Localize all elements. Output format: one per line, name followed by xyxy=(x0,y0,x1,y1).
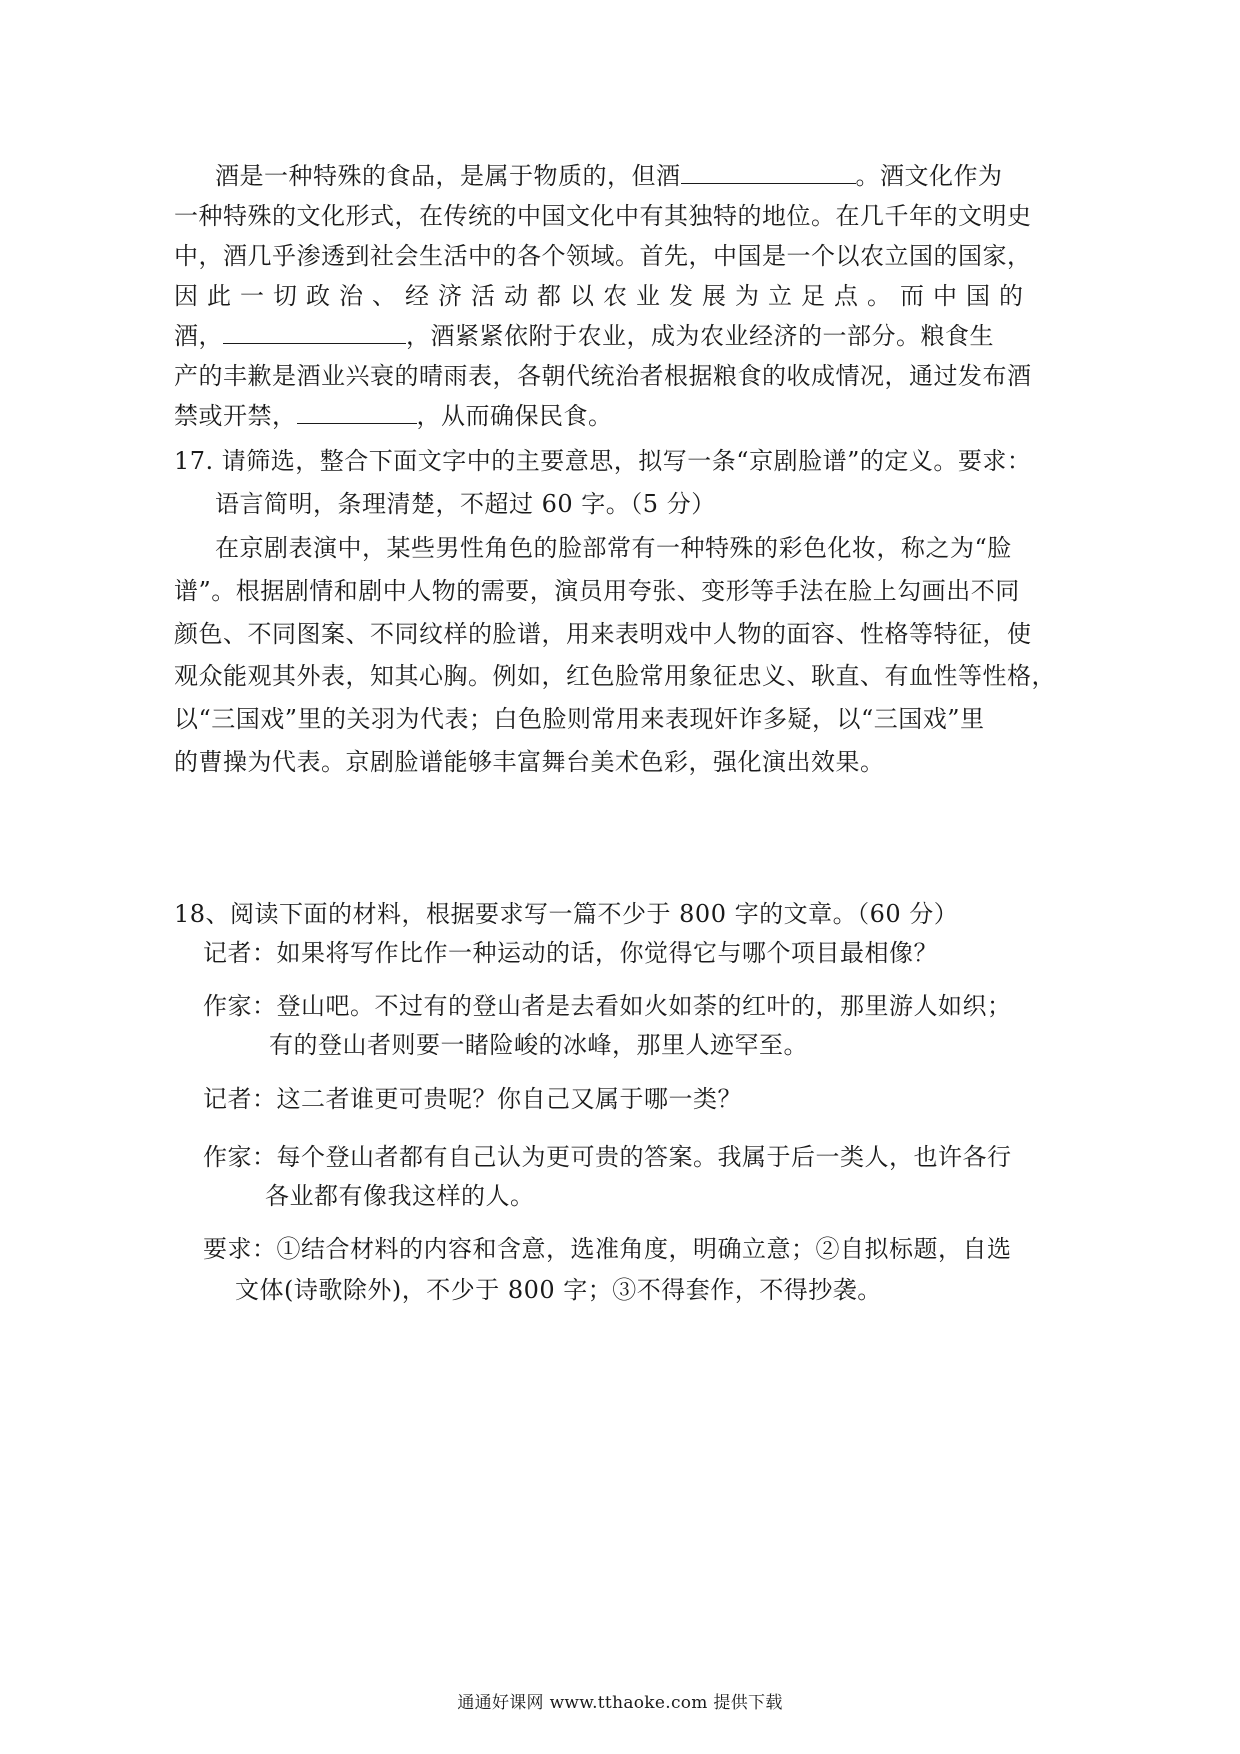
dialogue-writer-2-line-1: 作家：每个登山者都有自己认为更可贵的答案。我属于后一类人，也许各行 xyxy=(203,1143,1012,1171)
dialogue-reporter-2: 记者：这二者谁更可贵呢？你自己又属于哪一类？ xyxy=(203,1085,742,1113)
page-footer: 通通好课网 www.tthaoke.com 提供下载 xyxy=(457,1693,783,1713)
wine-line-7-end: ，从而确保民食。 xyxy=(416,402,613,430)
q18-title: 18、阅读下面的材料，根据要求写一篇不少于 800 字的文章。（60 分） xyxy=(174,900,959,928)
requirements-line-2: 文体(诗歌除外)，不少于 800 字；③不得套作，不得抄袭。 xyxy=(235,1276,882,1304)
wine-line-7 xyxy=(174,400,613,432)
wine-line-5-end: ，酒紧紧依附于农业，成为农业经济的一部分。粮食生 xyxy=(406,322,994,350)
q17-prompt-line-2: 语言简明，条理清楚，不超过 60 字。（5 分） xyxy=(215,490,716,518)
wine-line-2: 一种特殊的文化形式，在传统的中国文化中有其独特的地位。在几千年的文明史 xyxy=(174,202,1032,230)
wine-line-3: 中，酒几乎渗透到社会生活中的各个领域。首先，中国是一个以农立国的国家， xyxy=(174,242,1032,270)
dialogue-writer-2-line-2: 各业都有像我这样的人。 xyxy=(265,1182,535,1210)
q17-passage-line-3: 颜色、不同图案、不同纹样的脸谱，用来表明戏中人物的面容、性格等特征，使 xyxy=(174,620,1032,648)
q17-passage-line-4: 观众能观其外表，知其心胸。例如，红色脸常用象征忠义、耿直、有血性等性格， xyxy=(174,662,1056,690)
wine-line-5 xyxy=(174,320,994,352)
wine-line-5-start: 酒， xyxy=(174,322,223,350)
answer-blank-2[interactable] xyxy=(223,321,406,344)
q17-passage-line-6: 的曹操为代表。京剧脸谱能够丰富舞台美术色彩，强化演出效果。 xyxy=(174,748,885,776)
q17-passage-line-1: 在京剧表演中，某些男性角色的脸部常有一种特殊的彩色化妆，称之为“脸 xyxy=(215,534,1012,562)
q17-passage-line-2: 谱”。根据剧情和剧中人物的需要，演员用夸张、变形等手法在脸上勾画出不同 xyxy=(174,577,1020,605)
wine-line-1-start: 酒是一种特殊的食品，是属于物质的，但酒 xyxy=(215,162,681,190)
dialogue-writer-1-line-2: 有的登山者则要一睹险峻的冰峰，那里人迹罕至。 xyxy=(269,1031,808,1059)
dialogue-reporter-1: 记者：如果将写作比作一种运动的话，你觉得它与哪个项目最相像？ xyxy=(203,939,938,967)
wine-line-7-start: 禁或开禁， xyxy=(174,402,297,430)
wine-line-1-end: 。酒文化作为 xyxy=(855,162,1003,190)
answer-blank-3[interactable] xyxy=(297,401,417,424)
q17-passage-line-5: 以“三国戏”里的关羽为代表；白色脸则常用来表现奸诈多疑，以“三国戏”里 xyxy=(174,705,985,733)
q17-prompt-line-1: 17. 请筛选，整合下面文字中的主要意思，拟写一条“京剧脸谱”的定义。要求： xyxy=(174,447,1032,475)
dialogue-writer-1-line-1: 作家：登山吧。不过有的登山者是去看如火如荼的红叶的，那里游人如织； xyxy=(203,992,1012,1020)
wine-line-1 xyxy=(215,160,1003,192)
answer-blank-1[interactable] xyxy=(681,161,856,184)
wine-line-4: 因此一切政治、经济活动都以农业发展为立足点。而中国的 xyxy=(174,282,1032,310)
requirements-line-1: 要求：①结合材料的内容和含意，选准角度，明确立意；②自拟标题，自选 xyxy=(203,1235,1012,1263)
wine-line-6: 产的丰歉是酒业兴衰的晴雨表，各朝代统治者根据粮食的收成情况，通过发布酒 xyxy=(174,362,1032,390)
